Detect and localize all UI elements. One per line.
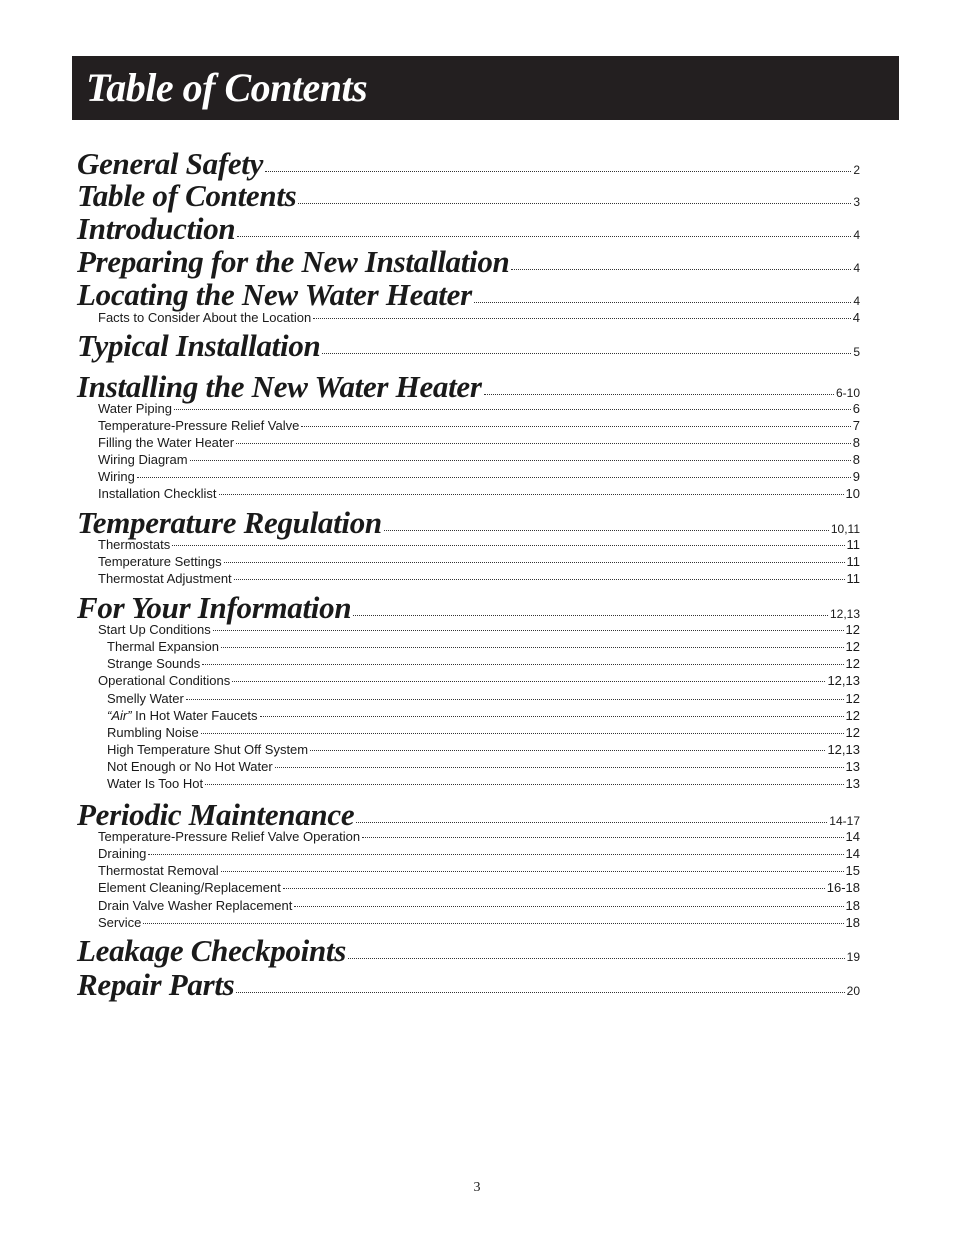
toc-entry-element-cleaning-replacement [98,880,860,897]
page-number: 3 [473,1180,481,1195]
toc-entry-in-hot-water-faucets [107,708,860,725]
dot-leader [148,854,843,855]
dot-leader [310,750,825,751]
toc-entry-label [107,725,199,740]
dot-leader [205,784,843,785]
toc-entry-page: 9 [852,469,860,484]
toc-entry-label [107,759,273,774]
dot-leader [221,647,844,648]
toc-entry-page: 4 [853,228,860,242]
toc-entry-page: 12 [845,708,860,723]
toc-entry-typical-installation [77,328,860,362]
toc-entry-periodic-maintenance [77,797,860,831]
dot-leader [137,477,851,478]
toc-entry-text: Typical Installation [77,328,321,363]
toc-entry-label [77,244,509,280]
toc-entry-page: 12 [845,725,860,740]
toc-entry-text: Preparing for the New Installation [77,244,510,279]
toc-entry-label [77,797,354,833]
toc-entry-text: Temperature-Pressure Relief Valve [98,418,300,433]
toc-entry-thermostat-adjustment [98,571,860,588]
dot-leader [260,716,844,717]
toc-entry-text: Installing the New Water Heater [77,369,482,404]
toc-entry-label [77,590,351,626]
toc-entry-page: 13 [845,776,860,791]
toc-entry-label [98,846,146,861]
toc-entry-page: 2 [853,163,860,177]
toc-entry-page: 14 [845,829,860,844]
toc-entry-label [77,211,235,247]
toc-entry-text: Temperature-Pressure Relief Valve Operation [98,829,361,844]
toc-entry-page: 11 [846,554,860,569]
toc-entry-page: 6 [852,401,860,416]
toc-entry-installing-the-new-water-heater [77,369,860,403]
toc-entry-leakage-checkpoints [77,933,860,967]
toc-entry-page: 3 [853,195,860,209]
toc-entry-text: Element Cleaning/Replacement [98,880,281,895]
toc-entry-label [77,146,263,182]
dot-leader [143,923,843,924]
toc-entry-label [98,622,211,637]
dot-leader [474,302,851,303]
toc-entry-label [77,967,234,1003]
toc-entry-label [77,328,320,364]
toc-entry-text: Operational Conditions [98,673,231,688]
toc-entry-page: 12 [845,656,860,671]
dot-leader [265,171,851,172]
toc-entry-water-is-too-hot [107,776,860,793]
toc-entry-text: Rumbling Noise [107,725,199,740]
toc-entry-draining [98,846,860,863]
toc-entry-strange-sounds [107,656,860,673]
dot-leader [353,615,828,616]
toc-entry-page: 14 [845,846,860,861]
toc-entry-page: 19 [846,950,860,964]
toc-entry-page: 4 [853,294,860,308]
toc-entry-page: 4 [853,261,860,275]
toc-entry-label [107,639,219,654]
dot-leader [322,353,851,354]
toc-entry-page: 12 [845,622,860,637]
dot-leader [313,318,851,319]
toc-entry-label [98,863,219,878]
toc-entry-temperature-pressure-relief-valve [98,418,860,435]
toc-entry-text: Strange Sounds [107,656,201,671]
toc-entry-text: Temperature Regulation [77,505,382,540]
dot-leader [174,409,851,410]
toc-entry-text: Temperature Settings [98,554,222,569]
toc-entry-text: Draining [98,846,147,861]
toc-entry-label [107,691,184,706]
toc-entry-text: Thermostat Removal [98,863,219,878]
toc-entry-page: 10 [845,486,860,501]
toc-entry-thermostats [98,537,860,554]
toc-entry-text: Thermal Expansion [107,639,219,654]
toc-entry-label [98,435,234,450]
toc-entry-label [98,829,360,844]
dot-leader [236,992,844,993]
dot-leader [275,767,844,768]
toc-entry-label-prefix: “Air” [107,708,132,723]
toc-entry-label [77,933,346,969]
dot-leader [348,958,845,959]
toc-entry-table-of-contents [77,178,860,212]
toc-entry-label [77,178,296,214]
toc-entry-thermal-expansion [107,639,860,656]
toc-entry-label [98,554,222,569]
toc-entry-label [98,571,232,586]
toc-entry-page: 18 [845,898,860,913]
dot-leader [219,494,844,495]
toc-entry-label [98,915,141,930]
toc-entry-page: 12 [845,691,860,706]
toc-entry-label [98,880,281,895]
dot-leader [224,562,845,563]
toc-entry-page: 12,13 [827,742,860,757]
toc-entry-wiring-diagram [98,452,860,469]
toc-entry-thermostat-removal [98,863,860,880]
toc-entry-text: Repair Parts [77,967,235,1002]
toc-entry-page: 7 [852,418,860,433]
toc-entry-text: Wiring [98,469,135,484]
toc-entry-text: Drain Valve Washer Replacement [98,898,293,913]
dot-leader [190,460,851,461]
toc-entry-label [77,369,482,405]
toc-entry-general-safety [77,146,860,180]
toc-entry-page: 12,13 [827,673,860,688]
dot-leader [213,630,844,631]
toc-entry-label [77,505,382,541]
toc-entry-text: Locating the New Water Heater [77,277,472,312]
dot-leader [221,871,844,872]
toc-entry-installation-checklist [98,486,860,503]
dot-leader [234,579,845,580]
toc-entry-text: Filling the Water Heater [98,435,235,450]
toc-entry-label [98,452,188,467]
toc-entry-page: 10,11 [830,522,860,536]
toc-entry-page: 11 [846,537,860,552]
dot-leader [201,733,844,734]
toc-entry-page: 4 [852,310,860,325]
toc-entry-temperature-regulation [77,505,860,539]
toc-entry-water-piping [98,401,860,418]
toc-entry-text: Facts to Consider About the Location [98,310,312,325]
toc-entry-text: Leakage Checkpoints [77,933,346,968]
toc-entry-locating-the-new-water-heater [77,277,860,311]
toc-entry-page: 6-10 [835,386,860,400]
dot-leader [301,426,850,427]
dot-leader [362,837,843,838]
toc-entry-text: Start Up Conditions [98,622,211,637]
toc-entry-page: 8 [852,452,860,467]
dot-leader [232,681,825,682]
toc-entry-label [98,401,172,416]
dot-leader [172,545,844,546]
toc-entry-text: In Hot Water Faucets [135,708,258,723]
toc-entry-text: Thermostats [98,537,171,552]
toc-entry-text: Thermostat Adjustment [98,571,232,586]
toc-entry-label [98,898,292,913]
toc-entry-text: Water Is Too Hot [107,776,204,791]
toc-entry-not-enough-or-no-hot-water [107,759,860,776]
dot-leader [511,269,851,270]
dot-leader [356,822,827,823]
toc-entry-temperature-settings [98,554,860,571]
toc-entry-filling-the-water-heater [98,435,860,452]
toc-entry-text: Periodic Maintenance [77,797,355,832]
toc-entry-label [98,469,135,484]
toc-entry-text: Service [98,915,142,930]
dot-leader [298,203,851,204]
toc-entry-facts-to-consider-about-the-location [98,310,860,327]
page-title: Table of Contents [86,65,368,110]
toc-entry-text: General Safety [77,146,264,181]
toc-entry-text: Not Enough or No Hot Water [107,759,273,774]
toc-entry-text: High Temperature Shut Off System [107,742,309,757]
toc-entry-page: 20 [846,984,860,998]
toc-entry-page: 12 [845,639,860,654]
toc-entry-label [107,776,203,791]
toc-entry-wiring [98,469,860,486]
toc-entry-text: Water Piping [98,401,172,416]
toc-entry-rumbling-noise [107,725,860,742]
toc-entry-smelly-water [107,691,860,708]
toc-entry-label [98,537,170,552]
toc-entry-operational-conditions [98,673,860,690]
toc-entry-text: Installation Checklist [98,486,217,501]
toc-entry-text: Smelly Water [107,691,184,706]
toc-entry-label [98,310,311,325]
toc-entry-page: 18 [845,915,860,930]
toc-entry-page: 13 [845,759,860,774]
toc-entry-page: 15 [845,863,860,878]
dot-leader [186,699,844,700]
dot-leader [484,394,834,395]
toc-entry-start-up-conditions [98,622,860,639]
dot-leader [384,530,829,531]
toc-entry-introduction [77,211,860,245]
toc-entry-temperature-pressure-relief-valve-operation [98,829,860,846]
toc-entry-label [107,708,258,723]
dot-leader [283,888,825,889]
toc-entry-page: 16-18 [826,880,860,895]
toc-entry-page: 14-17 [829,814,860,828]
toc-entry-for-your-information [77,590,860,624]
dot-leader [236,443,851,444]
dot-leader [202,664,843,665]
toc-entry-text: Table of Contents [77,178,297,213]
toc-entry-label [98,486,217,501]
toc-entry-label [107,742,308,757]
toc-entry-preparing-for-the-new-installation [77,244,860,278]
toc-entry-service [98,915,860,932]
toc-entry-label [98,418,299,433]
toc-entry-drain-valve-washer-replacement [98,898,860,915]
toc-entry-label [98,673,230,688]
toc-entry-label [77,277,472,313]
toc-entry-page: 11 [846,571,860,586]
toc-entry-high-temperature-shut-off-system [107,742,860,759]
toc-entry-label [107,656,200,671]
toc-entry-repair-parts [77,967,860,1001]
toc-entry-text: For Your Information [77,590,352,625]
toc-entry-page: 5 [853,345,860,359]
dot-leader [237,236,851,237]
toc-entry-page: 12,13 [829,607,860,621]
dot-leader [294,906,843,907]
toc-entry-text: Introduction [77,211,236,246]
toc-entry-text: Wiring Diagram [98,452,188,467]
toc-entry-page: 8 [852,435,860,450]
